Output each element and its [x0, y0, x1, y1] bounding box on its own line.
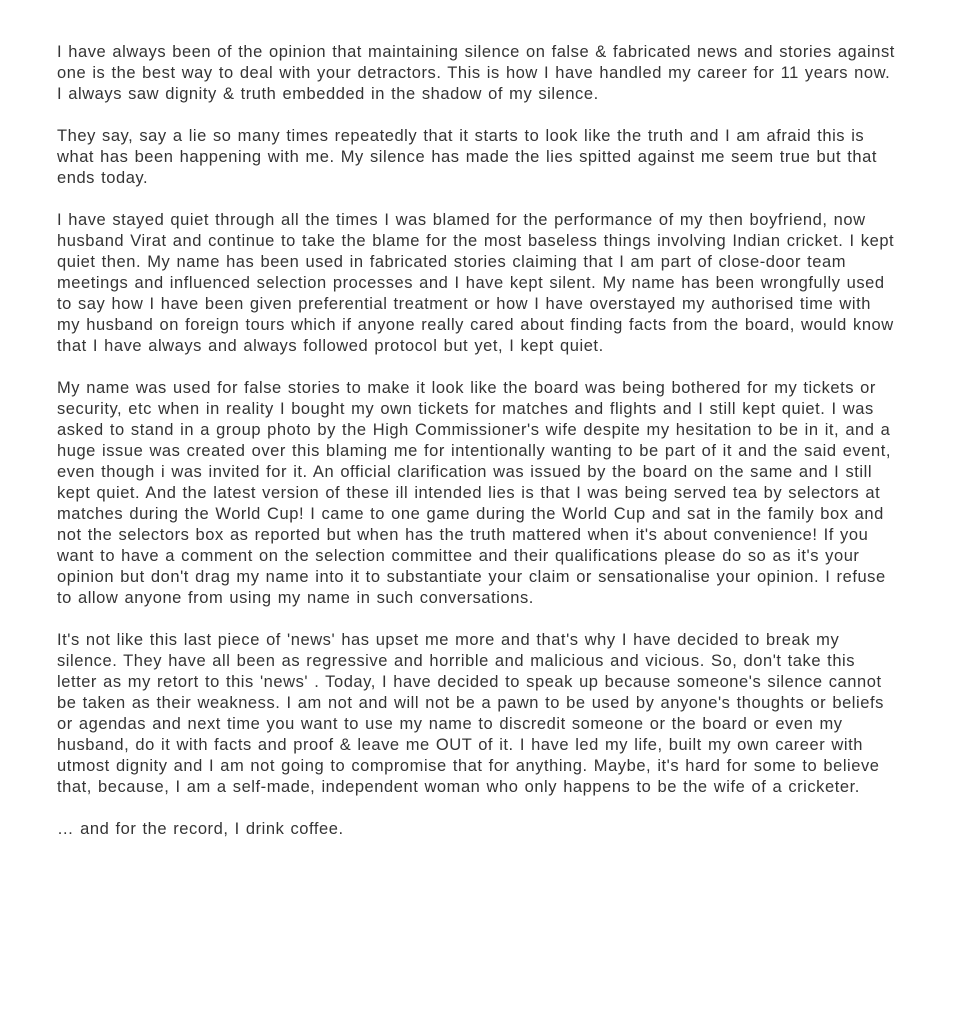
statement-paragraph-3: I have stayed quiet through all the times I was blamed for the performance of my then boyfriend, now husband Virat and continue to take the blame for the most baseless things involving Indian cricket. I kept quiet then. My name has been used in fabricated stories claiming that I am part of close-door team meetings and influenced selection processes and I have kept silent. My name has been wrongfully used to say how I have been given preferential treatment or how I have overstayed my authorised time with my husband on foreign tours which if anyone really cared about finding facts from the board, would know that I have always and always followed protocol but yet, I kept quiet. — [57, 211, 895, 355]
statement-paragraph-5: It's not like this last piece of 'news' has upset me more and that's why I have decided to break my silence. They have all been as regressive and horrible and malicious and vicious. So, don't take this letter as my retort to this 'news' . Today, I have decided to speak up because someone's silence cannot be taken as their weakness. I am not and will not be a pawn to be used by anyone's thoughts or beliefs or agendas and next time you want to use my name to discredit someone or the board or even my husband, do it with facts and proof & leave me OUT of it. I have led my life, built my own career with utmost dignity and I am not going to compromise that for anything. Maybe, it's hard for some to believe that, because, I am a self-made, independent woman who only happens to be the wife of a cricketer. — [57, 631, 884, 796]
statement-paragraph-4: My name was used for false stories to make it look like the board was being bothered for my tickets or security, etc when in reality I bought my own tickets for matches and flights and I still kept quiet. I was asked to stand in a group photo by the High Commissioner's wife despite my hesitation to be in it, and a huge issue was created over this blaming me for intentionally wanting to be part of it and the said event, even though i was invited for it. An official clarification was issued by the board on the same and I still kept quiet. And the latest version of these ill intended lies is that I was being served tea by selectors at matches during the World Cup! I came to one game during the World Cup and sat in the family box and not the selectors box as reported but when has the truth mattered when it's about convenience! If you want to have a comment on the selection committee and their qualifications please do so as it's your opinion but don't drag my name into it to substantiate your claim or sensationalise your opinion. I refuse to allow anyone from using my name in such conversations. — [57, 379, 891, 607]
statement-paragraph-1: I have always been of the opinion that maintaining silence on false & fabricated news and stories against one is the best way to deal with your detractors. This is how I have handled my career for 11 years now. I always saw dignity & truth embedded in the shadow of my silence. — [57, 43, 895, 103]
statement-paragraph-2: They say, say a lie so many times repeatedly that it starts to look like the truth and I am afraid this is what has been happening with me. My silence has made the lies spitted against me seem true but that ends today. — [57, 127, 877, 187]
statement-closing-line: … and for the record, I drink coffee. — [57, 820, 344, 838]
